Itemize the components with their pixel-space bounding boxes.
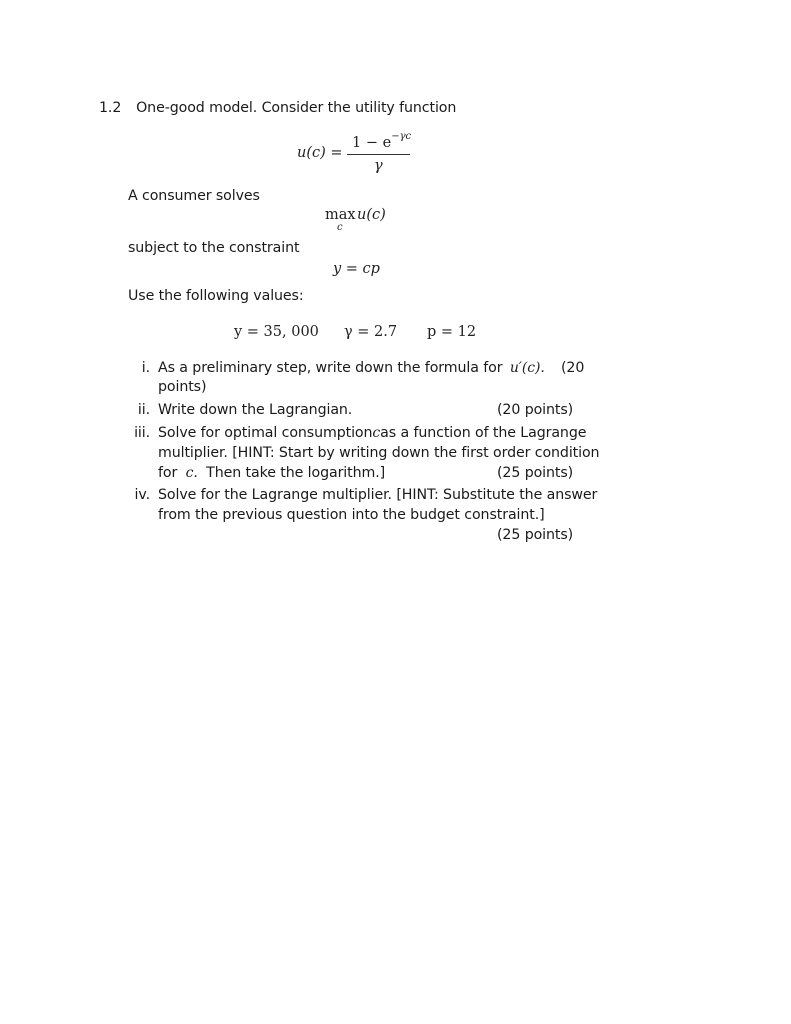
item-number: ii. bbox=[137, 402, 150, 418]
constraint-equation: y = cp bbox=[333, 261, 380, 277]
item-number: i. bbox=[141, 360, 150, 376]
item-math: u′(c). bbox=[509, 360, 545, 376]
item-points: (25 points) bbox=[497, 465, 574, 481]
values-text: Use the following values: bbox=[128, 288, 304, 304]
value-p: p = 12 bbox=[427, 324, 477, 340]
item-text-line1: Solve for optimal consumption c as a function of the Lagrange bbox=[158, 425, 587, 441]
item-text-line3: for c. Then take the logarithm.] bbox=[158, 465, 386, 481]
item-text-line2: from the previous question into the budget constraint.] bbox=[158, 507, 545, 523]
max-subscript: c bbox=[337, 222, 343, 233]
utility-numerator: $1 - e^{-\gamma c}$ bbox=[352, 131, 412, 151]
utility-lhs: u(c) = bbox=[297, 145, 343, 161]
item-text: Write down the Lagrangian. bbox=[158, 402, 353, 418]
utility-exponent: −γc bbox=[391, 131, 412, 142]
fraction-bar bbox=[347, 154, 410, 155]
max-expression: u(c) bbox=[357, 207, 386, 223]
item-points: (20 points) bbox=[497, 402, 574, 418]
value-gamma: γ = 2.7 bbox=[344, 324, 398, 340]
value-y: y = 35, 000 bbox=[234, 324, 319, 340]
problem-number: 1.2 bbox=[99, 100, 122, 116]
item-points-cont: points) bbox=[158, 379, 207, 395]
item-text-line1: Solve for the Lagrange multiplier. [HINT: Substitute the answer bbox=[158, 487, 598, 503]
item-number: iii. bbox=[134, 425, 150, 441]
consumer-text: A consumer solves bbox=[128, 188, 260, 204]
constraint-text: subject to the constraint bbox=[128, 240, 300, 256]
utility-denominator: γ bbox=[374, 158, 383, 174]
item-math: c bbox=[372, 425, 381, 441]
item-math: c. bbox=[185, 465, 198, 481]
item-number: iv. bbox=[134, 487, 150, 503]
problem-heading bbox=[99, 100, 456, 116]
item-points: (20 bbox=[561, 360, 585, 376]
problem-title: One-good model. Consider the utility function bbox=[136, 100, 457, 116]
item-text: As a preliminary step, write down the formula for u′(c). bbox=[158, 360, 545, 376]
max-operator: max bbox=[325, 207, 356, 223]
item-points: (25 points) bbox=[497, 527, 574, 543]
item-text-line2: multiplier. [HINT: Start by writing down the first order condition bbox=[158, 445, 600, 461]
